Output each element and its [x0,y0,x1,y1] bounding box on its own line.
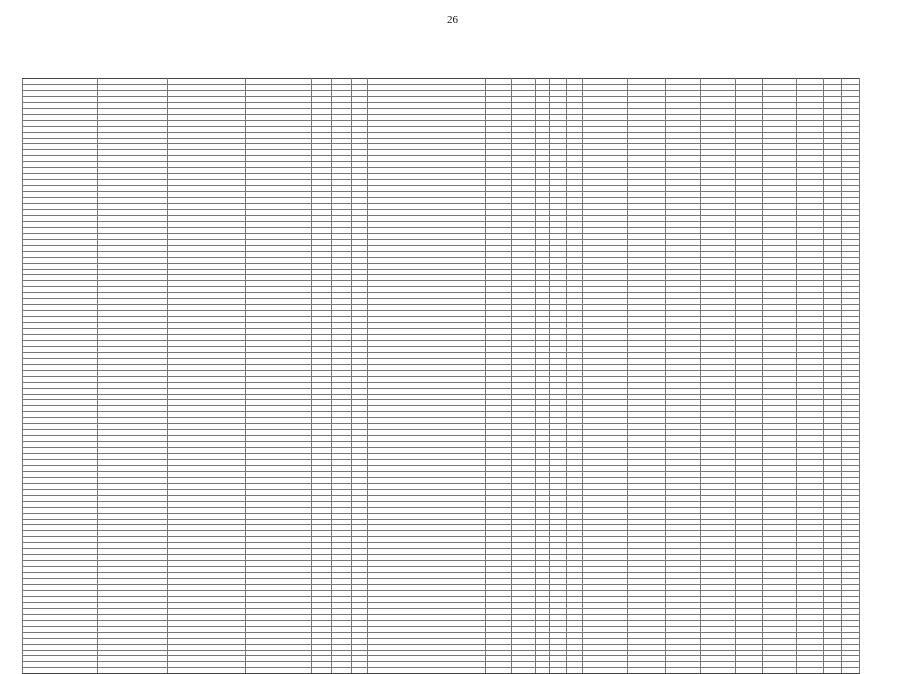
table-cell [628,668,666,674]
table-cell [246,668,312,674]
table-cell [763,668,797,674]
table-cell [842,668,860,674]
table-cell [797,668,824,674]
table-cell [23,668,98,674]
table-cell [486,668,512,674]
table-cell [701,668,736,674]
table-cell [550,668,567,674]
table-cell [368,668,486,674]
table-cell [666,668,701,674]
table-cell [536,668,550,674]
table-cell [583,668,628,674]
table-cell [168,668,246,674]
table-cell [332,668,352,674]
table-cell [98,668,168,674]
page-number: 26 [447,14,458,26]
table-cell [512,668,536,674]
housing-register-table [22,78,860,674]
table-cell [352,668,368,674]
table-row [23,668,860,674]
table-cell [736,668,763,674]
table-cell [824,668,842,674]
table-cell [312,668,332,674]
table-cell [567,668,583,674]
